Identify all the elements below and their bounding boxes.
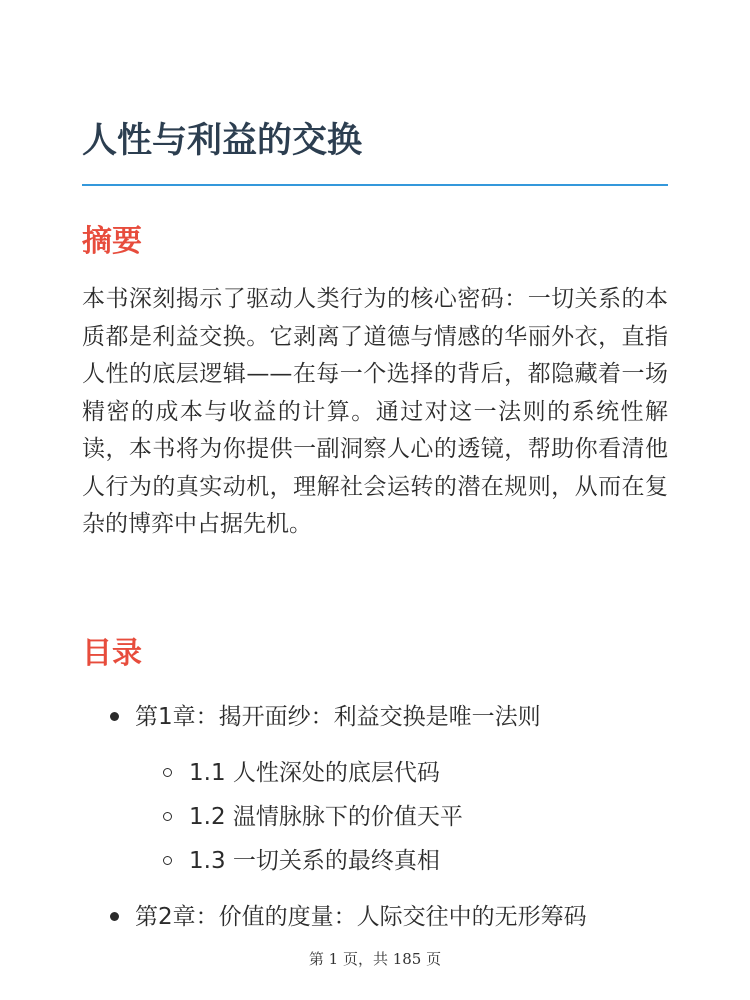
title-divider <box>82 184 668 186</box>
summary-heading: 摘要 <box>82 224 142 259</box>
toc-section-1-1-label: 1.1 人性深处的底层代码 <box>189 760 440 786</box>
document-title: 人性与利益的交换 <box>82 121 363 161</box>
toc-chapter-2 <box>135 901 587 933</box>
toc-chapter-1 <box>135 701 541 733</box>
toc-section-1-2 <box>189 801 463 833</box>
disc-bullet-icon <box>110 912 119 921</box>
toc-section-1-3-label: 1.3 一切关系的最终真相 <box>189 848 440 874</box>
circle-bullet-icon <box>163 812 172 821</box>
disc-bullet-icon <box>110 712 119 721</box>
toc-section-1-2-label: 1.2 温情脉脉下的价值天平 <box>189 804 463 830</box>
toc-chapter-1-label: 第1章：揭开面纱：利益交换是唯一法则 <box>135 704 541 730</box>
circle-bullet-icon <box>163 856 172 865</box>
toc-chapter-2-label: 第2章：价值的度量：人际交往中的无形筹码 <box>135 904 587 930</box>
toc-section-1-1 <box>189 757 440 789</box>
toc-heading: 目录 <box>82 636 142 671</box>
toc-section-1-3 <box>189 845 440 877</box>
page-number-footer: 第 1 页，共 185 页 <box>308 950 442 968</box>
summary-paragraph: 本书深刻揭示了驱动人类行为的核心密码：一切关系的本质都是利益交换。它剥离了道德与情感的华丽外衣，直指人性的底层逻辑——在每一个选择的背后，都隐藏着一场精密的成本与收益的计算。通过对这一法则的系统性解读，本书将为你提供一副洞察人心的透镜，帮助你看清他人行为的真实动机，理解社会运转的潜在规则，从而在复杂的博弈中占据先机。 <box>82 286 668 537</box>
circle-bullet-icon <box>163 768 172 777</box>
